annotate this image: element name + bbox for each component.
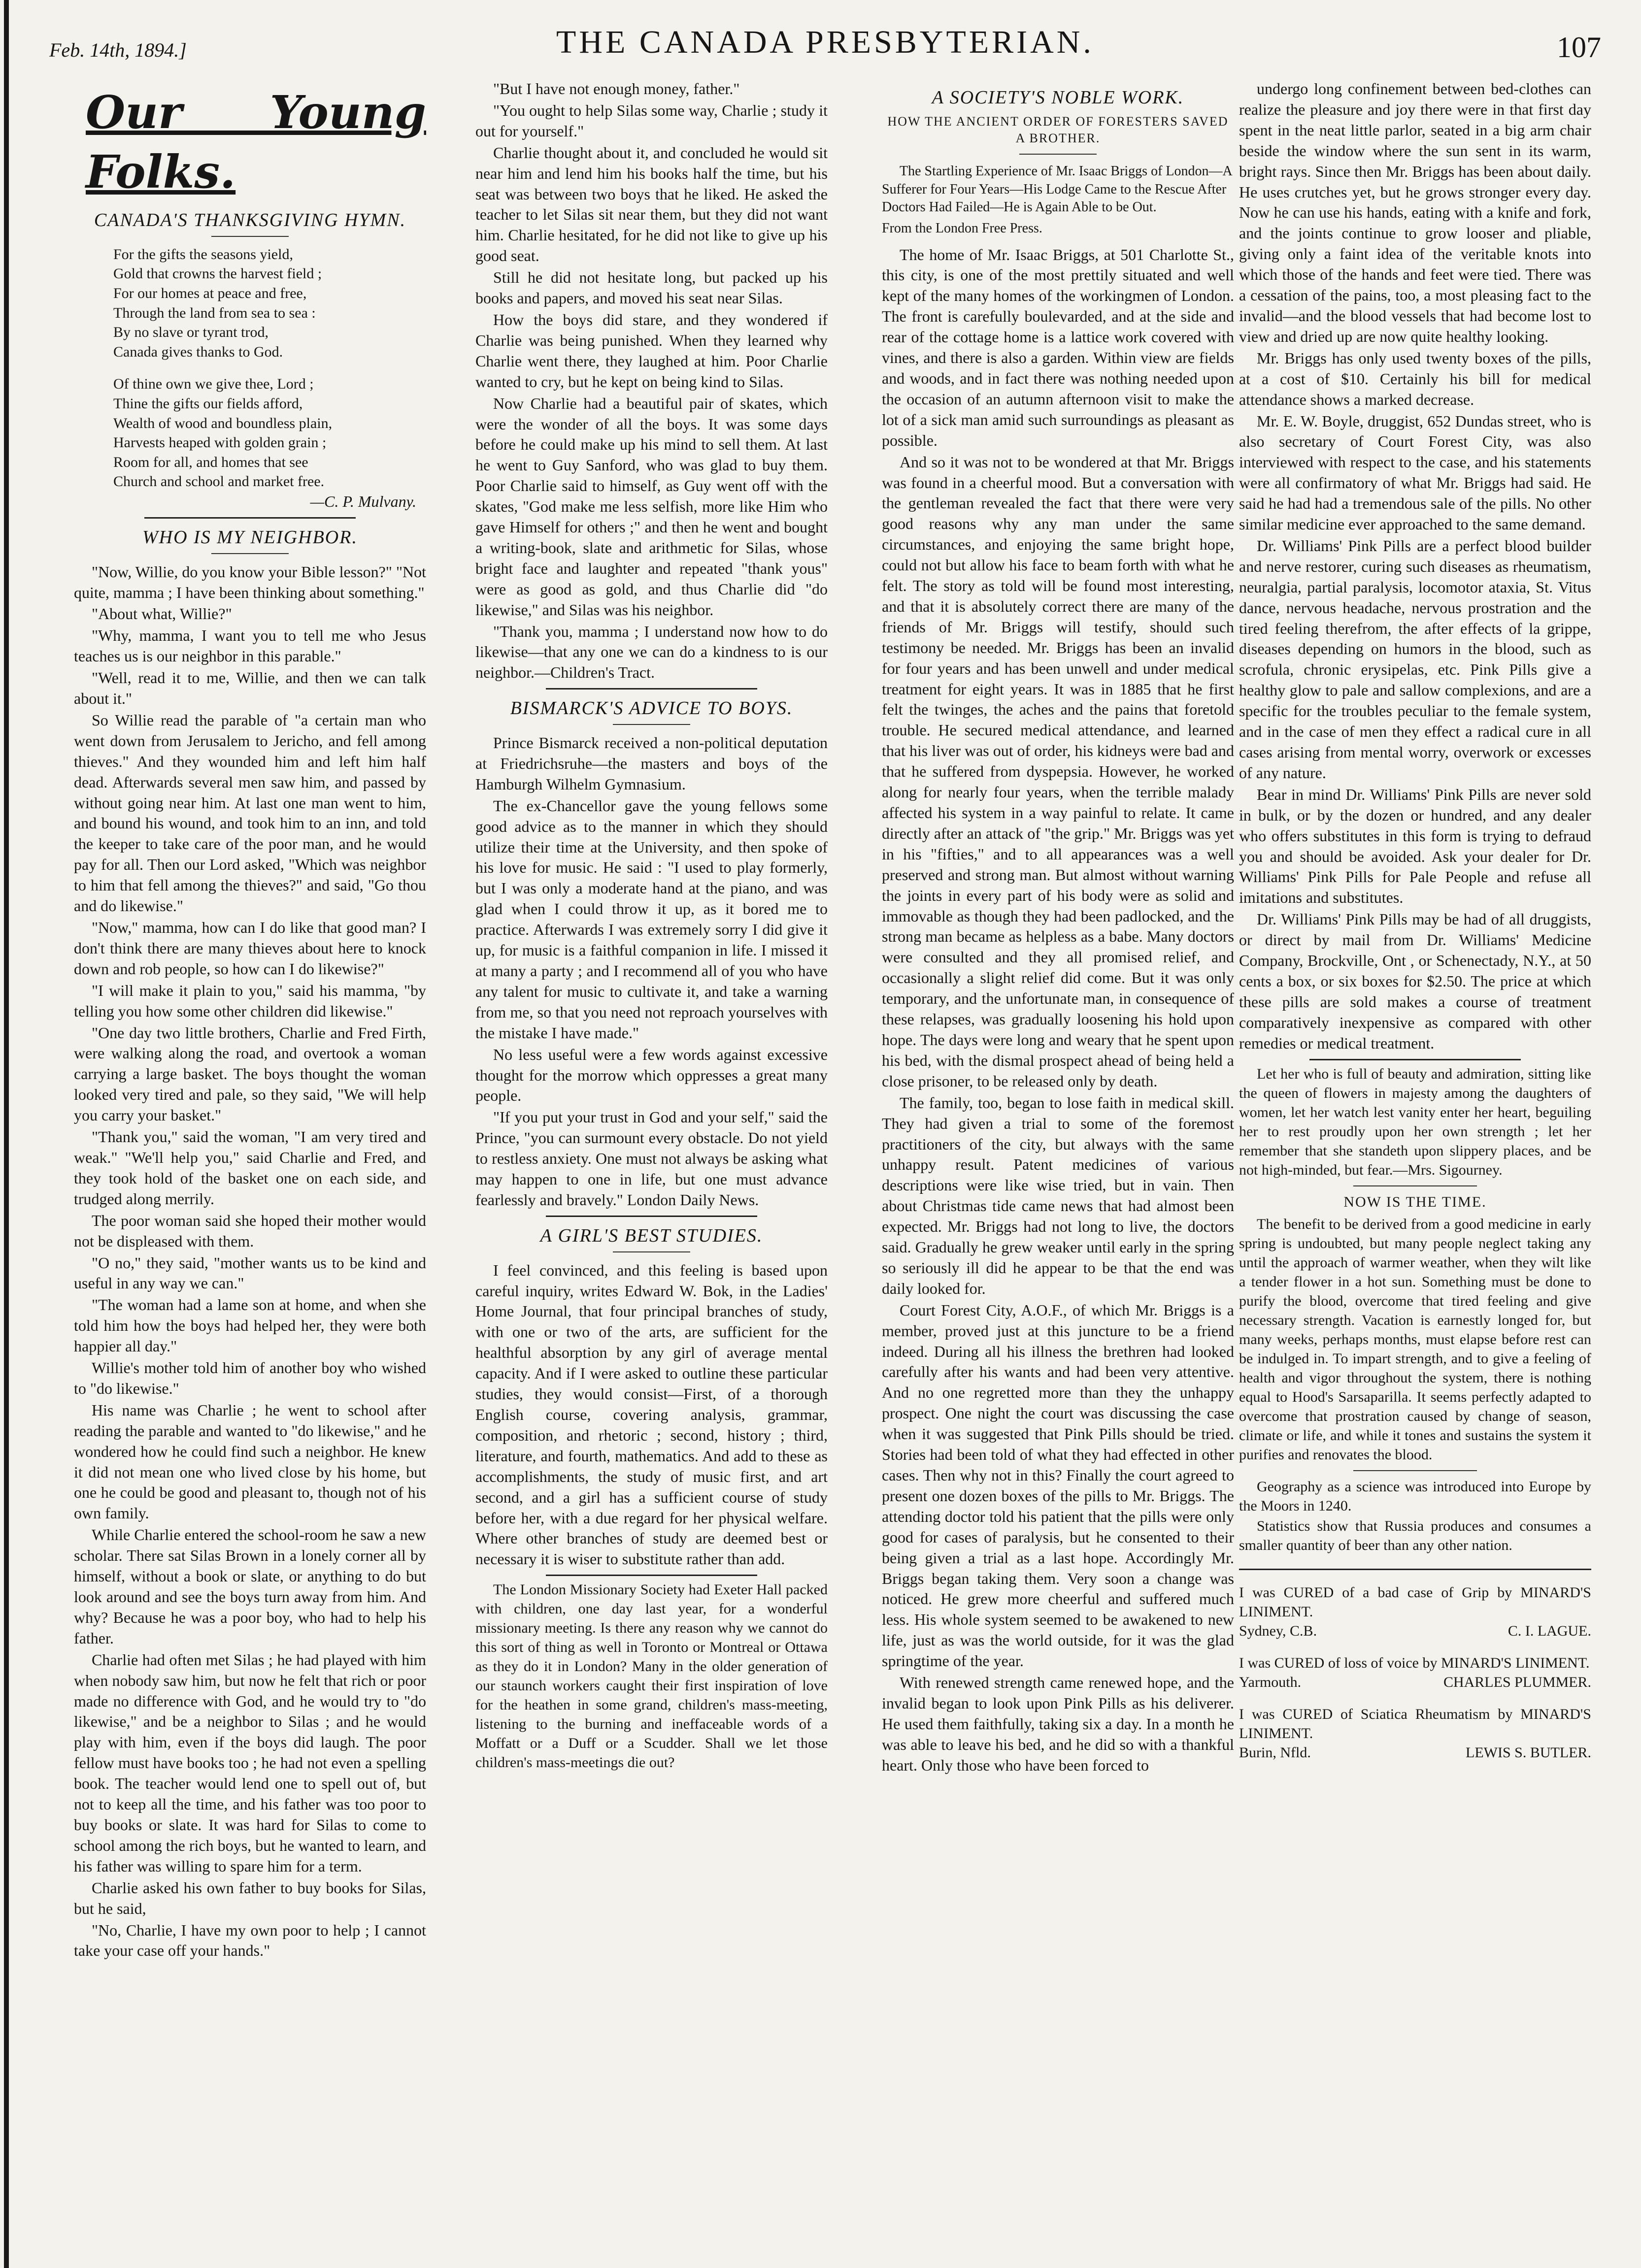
paragraph: And so it was not to be wondered at that Mr. Briggs was found in a cheerful mood. But a conversation with the gentleman revealed the fact that there were very good reasons why any man under the same circumstances, and enjoying the same bright hope, could not but allow his face to beam forth with what he felt. The story as told will be found most interesting, and that it is absolutely correct there are many of the friends of Mr. Briggs will testify, should such testimony be needed. Mr. Briggs has been an invalid for four years and has been unwell and under medical treatment for eight years. It was in 1885 that he first felt the twinges, the aches and the pains that foretold trouble. He secured medical attendance, and learned that his liver was out of order, his kidneys were bad and that he suffered from dyspepsia. However, he worked along for nearly four years, when the terrible malady affected his system in a way painful to relate. It came directly after an attack of "the grip." Mr. Briggs was yet in his "fifties," and to all appearances was a well preserved and strong man. But almost without warning the joints in every part of his body were as solid and immovable as though they had been padlocked, and the strong man became as helpless as a babe. Many doctors were consulted and they all promised relief, and occasionally a slight relief did come. But it was only temporary, and the unfortunate man, in consequence of these relapses, was gradually loosening his hold upon hope. The days were long and weary that he spent upon his bed, with the dismal prospect ahead of being held a close prisoner, to be released only by death. [882, 453, 1234, 1090]
poem-line: For our homes at peace and free, [113, 285, 307, 301]
paragraph: Charlie had often met Silas ; he had played with him when nobody saw him, but now he felt that rich or poor made no difference with God, and he would try to "do likewise," and be a neighbor to Silas ; and he would play with him, even if the boys did laugh. The poor fellow must have books too ; he had not even a spelling book. The teacher would lend one to spell out of, but not to keep all the time, and his father was too poor to buy books or slate. It was hard for Silas to come to school among the rich boys, but he wanted to learn, and his father was willing to spare him for a term. [74, 1650, 426, 1875]
poem-line: Through the land from sea to sea : [113, 304, 316, 321]
article-source: From the London Free Press. [882, 220, 1042, 236]
paragraph: The home of Mr. Isaac Briggs, at 501 Charlotte St., this city, is one of the most prettily situated and well kept of the many homes of the workingmen of London. The front is carefully boulevarded, and at the side and rear of the cottage home is a lattice work covered with vines, and there is also a garden. Within view are fields and woods, and in fact there was nothing needed upon the occasion of an autumn afternoon visit to make the lot of a sick man amid such surroundings as pleasant as possible. [882, 245, 1234, 449]
issue-date: Feb. 14th, 1894.] [49, 39, 187, 61]
article-summary: The Startling Experience of Mr. Isaac Briggs of London—A Sufferer for Four Years—His Lodge Came to the Rescue After Doctors Had Failed—He is Again Able to be Out. [882, 163, 1232, 215]
paragraph: "No, Charlie, I have my own poor to help ; I cannot take your case off your hands." [74, 1921, 426, 1960]
ad-text: I was CURED of Sciatica Rheumatism by MINARD'S LINIMENT. [1239, 1706, 1591, 1742]
ad-name: C. I. LAGUE. [1507, 1622, 1591, 1639]
column-2 [475, 79, 828, 1773]
ad-text: I was CURED of loss of voice by MINARD'S LINIMENT. [1239, 1654, 1590, 1671]
missionary-notice: The London Missionary Society had Exeter Hall packed with children, one day last year, for a wonderful missionary meeting. Is there any reason why we cannot do this sort of thing as well in Toronto or Montreal or Ottawa as they do it in London? Many in the older generation of our staunch workers caught their first inspiration of love for the heathen in some grand, children's mass-meeting, listening to the burning and ineffaceable words of a Moffatt or a Duff or a Scudder. Shall we let those children's mass-meetings die out? [475, 1581, 828, 1771]
paragraph: How the boys did stare, and they wondered if Charlie was being punished. When they learned why Charlie went there, they laughed at him. Poor Charlie wanted to cry, but he kept on being kind to Silas. [475, 310, 828, 391]
paragraph: Charlie asked his own father to buy books for Silas, but he said, [74, 1878, 426, 1917]
ad-name: LEWIS S. BUTLER. [1466, 1744, 1591, 1761]
paragraph: "I will make it plain to you," said his mamma, "by telling you how some other children did likewise." [74, 981, 426, 1020]
society-subtitle: HOW THE ANCIENT ORDER OF FORESTERS SAVED A BROTHER. [887, 114, 1229, 145]
paragraph: "Why, mamma, I want you to tell me who Jesus teaches us is our neighbor in this parable." [74, 626, 426, 665]
divider [613, 724, 690, 725]
paragraph: undergo long confinement between bed-clothes can realize the pleasure and joy there were in that first day spent in the neat little parlor, seated in a big arm chair beside the window where the sun sent in its warm, bright rays. Since then Mr. Briggs has been about daily. He uses crutches yet, but he grows stronger every day. Now he can use his hands, eating with a knife and fork, and the joints continue to grow looser and pliable, giving only a faint idea of the veritable knots into which those of the hands and feet were tied. There was a cessation of the pains, too, a most pleasing fact to the invalid—and the blood vessels that had become lost to view and dried up are now quite healthy looking. [1239, 80, 1591, 345]
paragraph: "Now," mamma, how can I do like that good man? I don't think there are many thieves about here to knock down and rob people, so how can I do likewise?" [74, 919, 426, 978]
ad-place: Burin, Nfld. [1239, 1744, 1311, 1761]
column-4 [1239, 79, 1591, 1762]
paragraph: Now Charlie had a beautiful pair of skates, which were the wonder of all the boys. It was some days before he could make up his mind to sell them. At last he went to Guy Sanford, who was glad to buy them. Poor Charlie said to himself, as Guy went off with the skates, "God make me less selfish, more like Him who gave Himself for others ;" and then he went and bought a writing-book, slate and arithmetic for Silas, whose bright face and laughter and repeated "thank yous" were as good as gold, and thus Charlie did "do likewise," and Silas was his neighbor. [475, 394, 828, 619]
column-3 [882, 79, 1234, 1777]
poem-line: For the gifts the seasons yield, [113, 246, 293, 263]
paragraph: Dr. Williams' Pink Pills are a perfect blood builder and nerve restorer, curing such diseases as rheumatism, neuralgia, partial paralysis, locomotor ataxia, St. Vitus dance, nervous headache, nervous prostration and the tired feeling therefrom, the after effects of la grippe, diseases depending on humors in the blood, such as scrofula, chronic erysipelas, etc. Pink Pills give a healthy glow to pale and sallow complexions, and are a specific for the troubles peculiar to the female system, and in the case of men they effect a radical cure in all cases arising from mental worry, overwork or excesses of any nature. [1239, 536, 1591, 782]
paragraph: Mr. E. W. Boyle, druggist, 652 Dundas street, who is also secretary of Court Forest City, was also interviewed with respect to the case, and his statements were all confirmatory of what Mr. Briggs had said. He said he had had a tremendous sale of the pills. No other similar medicine ever approached to the same demand. [1239, 412, 1591, 533]
paragraph: While Charlie entered the school-room he saw a new scholar. There sat Silas Brown in a lonely corner all by himself, without a book or slate, or anything to do but look around and see the boys turn away from him. And why? Because he was a poor boy, who had to help his father. [74, 1526, 426, 1647]
divider [613, 1251, 690, 1252]
society-title: A SOCIETY'S NOBLE WORK. [932, 87, 1184, 108]
hymn-author: —C. P. Mulvany. [310, 492, 416, 510]
ad-signature [1239, 1621, 1591, 1641]
paragraph: Court Forest City, A.O.F., of which Mr. Briggs is a member, proved just at this juncture to be a friend indeed. During all his illness the brethren had looked carefully after his wants and had been very attentive. And no one regretted more than they the unhappy prospect. One night the court was discussing the case when it was suggested that Pink Pills should be tried. Stories had been told of what they had effected in other cases. Then why not in this? Finally the court agreed to present one dozen boxes of the pills to Mr. Briggs. The attending doctor told his patient that the pills were only good for cases of paralysis, but he consented to their being given a trial as a last hope. Accordingly Mr. Briggs began taking them. Very soon a change was noticed. He grew more cheerful and suffered much less. His whole system seemed to be awakened to new life, just as was the world outside, for it was the glad springtime of the year. [882, 1301, 1234, 1670]
ad-signature [1239, 1673, 1591, 1692]
ad-text: I was CURED of a bad case of Grip by MINARD'S LINIMENT. [1239, 1584, 1591, 1620]
divider [211, 553, 289, 554]
poem-line: Canada gives thanks to God. [113, 343, 283, 360]
poem-line: Wealth of wood and boundless plain, [113, 415, 333, 431]
paragraph: Charlie thought about it, and concluded he would sit near him and lend him his books half the time, but his seat was between two boys that he liked. He asked the teacher to let Silas sit near them, but they did not want him. Charlie hesitated, for he did not like to give up his good seat. [475, 143, 828, 265]
testimonial-ad [1239, 1653, 1591, 1692]
paragraph: Dr. Williams' Pink Pills may be had of all druggists, or direct by mail from Dr. Williams' Medicine Company, Brockville, Ont , or Schenectady, N.Y., at 50 cents a box, or six boxes for $2.50. The price at which these pills are sold makes a course of treatment comparatively inexpensive as compared with other remedies or medical treatment. [1239, 910, 1591, 1052]
now-title: NOW IS THE TIME. [1343, 1193, 1487, 1210]
paragraph: "Thank you," said the woman, "I am very tired and weak." "We'll help you," said Charlie and Fred, and they took hold of the basket one on each side, and trudged along merrily. [74, 1128, 426, 1208]
statistics-note: Statistics show that Russia produces and consumes a smaller quantity of beer than any other nation. [1239, 1517, 1591, 1553]
paragraph: "If you put your trust in God and your self," said the Prince, "you can surmount every obstacle. Do not yield to restless anxiety. One must not always be asking what may happen to one in life, but one must advance fearlessly and bravely." London Daily News. [475, 1108, 828, 1209]
paragraph: The poor woman said she hoped their mother would not be displeased with them. [74, 1211, 426, 1250]
ad-name: CHARLES PLUMMER. [1443, 1674, 1591, 1690]
divider [1309, 1059, 1521, 1060]
poem-line: By no slave or tyrant trod, [113, 324, 268, 341]
divider [144, 517, 356, 519]
paragraph: "The woman had a lame son at home, and when she told him how the boys had helped her, they were both happier all day." [74, 1296, 426, 1355]
stanza-gap [113, 362, 426, 374]
divider [546, 1575, 757, 1576]
poem-line: Church and school and market free. [113, 473, 325, 490]
poem-line: Of thine own we give thee, Lord ; [113, 376, 314, 393]
paragraph: With renewed strength came renewed hope, and the invalid began to look upon Pink Pills as his deliverer. He used them faithfully, taking six a day. In a month he was able to leave his bed, and he did so with a thankful heart. Only those who have been forced to [882, 1674, 1234, 1774]
page-number: 107 [1557, 31, 1601, 64]
paragraph: The ex-Chancellor gave the young fellows some good advice as to the manner in which they should utilize their time at the University, and then spoke of his love for music. He said : "I used to play formerly, but I was only a moderate hand at the piano, and was glad when I could throw it up, as it bored me to practice. Afterwards I was extremely sorry I did give it up, for music is a faithful companion in life. I missed it at many a party ; and I recommend all of you who have any talent for music to cultivate it, and take a warning from me, so that you need not reproach yourselves with the mistake I have made." [475, 796, 828, 1042]
poem-line: Harvests heaped with golden grain ; [113, 434, 327, 451]
bismarck-title: BISMARCK'S ADVICE TO BOYS. [510, 698, 793, 719]
testimonial-ad [1239, 1705, 1591, 1762]
masthead [49, 24, 1601, 68]
paragraph: "Thank you, mamma ; I understand now how to do likewise—that any one we can do a kindness to is our neighbor.—Children's Tract. [475, 622, 828, 682]
ad-place: Yarmouth. [1239, 1674, 1302, 1690]
paragraph: Mr. Briggs has only used twenty boxes of the pills, at a cost of $10. Certainly his bill for medical attendance shows a marked decrease. [1239, 349, 1591, 408]
paragraph: So Willie read the parable of "a certain man who went down from Jerusalem to Jericho, and fell among thieves." And they wounded him and left him half dead. Afterwards several men saw him, and passed by without going near him. At last one man went to him, and bound his wound, and took him to an inn, and told the keeper to take care of the poor man, and he would pay for all. Then our Lord asked, "Which was neighbor to him that fell among the thieves?" and said, "Go thou and do likewise." [74, 711, 426, 915]
paragraph: Willie's mother told him of another boy who wished to "do likewise." [74, 1359, 426, 1397]
paragraph: "About what, Willie?" [92, 605, 232, 623]
beauty-quote: Let her who is full of beauty and admiration, sitting like the queen of flowers in majesty among the daughters of women, let her watch lest vanity enter her heart, beguiling her to rest proudly upon her own strength ; let her remember that she standeth upon slippery places, and be not high-minded, but fear.—Mrs. Sigourney. [1239, 1065, 1591, 1178]
divider [1353, 1185, 1476, 1186]
paragraph: I feel convinced, and this feeling is based upon careful inquiry, writes Edward W. Bok, in the Ladies' Home Journal, that four principal branches of study, with one or two of the arts, are sufficient for the healthful absorption by any girl of average mental capacity. And if I were asked to outline these particular studies, they would consist—First, of a thorough English course, covering analysis, grammar, composition, and rhetoric ; second, history ; third, literature, and fourth, mathematics. And add to these as accomplishments, the study of music first, and art second, and a girl has a sufficient course of study before her, with a due regard for her physical welfare. Where other branches of study are deemed best or necessary it is wiser to substitute rather than add. [475, 1261, 828, 1568]
paragraph: "One day two little brothers, Charlie and Fred Firth, were walking along the road, and overtook a woman carrying a large basket. The boys thought the woman looked very tired and pale, so they said, "We will help you carry your basket." [74, 1023, 426, 1124]
divider [1239, 1569, 1591, 1570]
divider [546, 1216, 757, 1217]
paragraph: "You ought to help Silas some way, Charlie ; study it out for yourself." [475, 101, 828, 140]
hymn-poem [113, 245, 426, 492]
paragraph: The family, too, began to lose faith in medical skill. They had given a trial to some of the foremost practitioners of the city, but always with the same unhappy result. Patent medicines of various descriptions were like wise tried, but in vain. Then about Christmas tide came news that had almost been expected. Mr. Briggs had not long to live, the doctors said. Gradually he grew weaker until early in the spring so seriously ill did he appear to be that the end was daily looked for. [882, 1093, 1234, 1297]
poem-line: Gold that crowns the harvest field ; [113, 265, 322, 282]
geography-note: Geography as a science was introduced into Europe by the Moors in 1240. [1239, 1478, 1591, 1514]
neighbor-title: WHO IS MY NEIGHBOR. [142, 526, 358, 548]
poem-line: Thine the gifts our fields afford, [113, 395, 303, 412]
divider [211, 236, 289, 237]
paragraph: "Well, read it to me, Willie, and then we can talk about it." [74, 669, 426, 708]
now-notice: The benefit to be derived from a good medicine in early spring is undoubted, but many people neglect taking any until the approach of warmer weather, when they wilt like a tender flower in a hot sun. Something must be done to purify the blood, overcome that tired feeling and give necessary strength. Vacation is earnestly longed for, but many weeks, perhaps months, must elapse before rest can be indulged in. To impart strength, and to give a feeling of health and vigor throughout the system, there is nothing equal to Hood's Sarsaparilla. It seems perfectly adapted to overcome that prostration caused by change of season, climate or life, and while it tones and sustains the system it purifies and renovates the blood. [1239, 1216, 1591, 1463]
paragraph: "O no," they said, "mother wants us to be kind and useful in any way we can." [74, 1253, 426, 1292]
paragraph: "But I have not enough money, father." [493, 80, 740, 98]
newspaper-title: THE CANADA PRESBYTERIAN. [556, 24, 1094, 60]
girl-studies-title: A GIRL'S BEST STUDIES. [540, 1225, 763, 1246]
column-1 [74, 79, 426, 1962]
paragraph: His name was Charlie ; he went to school after reading the parable and wanted to "do likewise," and he wondered how he could find such a neighbor. He knew it did not mean one who lived close by his home, but one he could be good and pleasant to, though not of his own family. [74, 1401, 426, 1522]
poem-line: Room for all, and homes that see [113, 454, 308, 470]
page-edge [4, 0, 9, 2268]
divider [1019, 154, 1097, 155]
ad-signature [1239, 1743, 1591, 1762]
paragraph: Prince Bismarck received a non-political deputation at Friedrichsruhe—the masters and boys of the Hamburgh Wilhelm Gymnasium. [475, 734, 828, 793]
testimonial-ad [1239, 1583, 1591, 1641]
paragraph: Bear in mind Dr. Williams' Pink Pills are never sold in bulk, or by the dozen or hundred, and any dealer who offers substitutes in this form is trying to defraud you and should be avoided. Ask your dealer for Dr. Williams' Pink Pills for Pale People and refuse all imitations and substitutes. [1239, 785, 1591, 907]
paragraph: "Now, Willie, do you know your Bible lesson?" "Not quite, mamma ; I have been thinking about something." [74, 562, 426, 601]
divider [546, 688, 757, 690]
ad-place: Sydney, C.B. [1239, 1622, 1317, 1639]
divider [1353, 1470, 1476, 1471]
hymn-title: CANADA'S THANKSGIVING HYMN. [94, 210, 406, 231]
paragraph: Still he did not hesitate long, but packed up his books and papers, and moved his seat near Silas. [475, 268, 828, 307]
department-heading: Our Young Folks. [86, 86, 426, 198]
paragraph: No less useful were a few words against excessive thought for the morrow which oppresses a great many people. [475, 1045, 828, 1105]
